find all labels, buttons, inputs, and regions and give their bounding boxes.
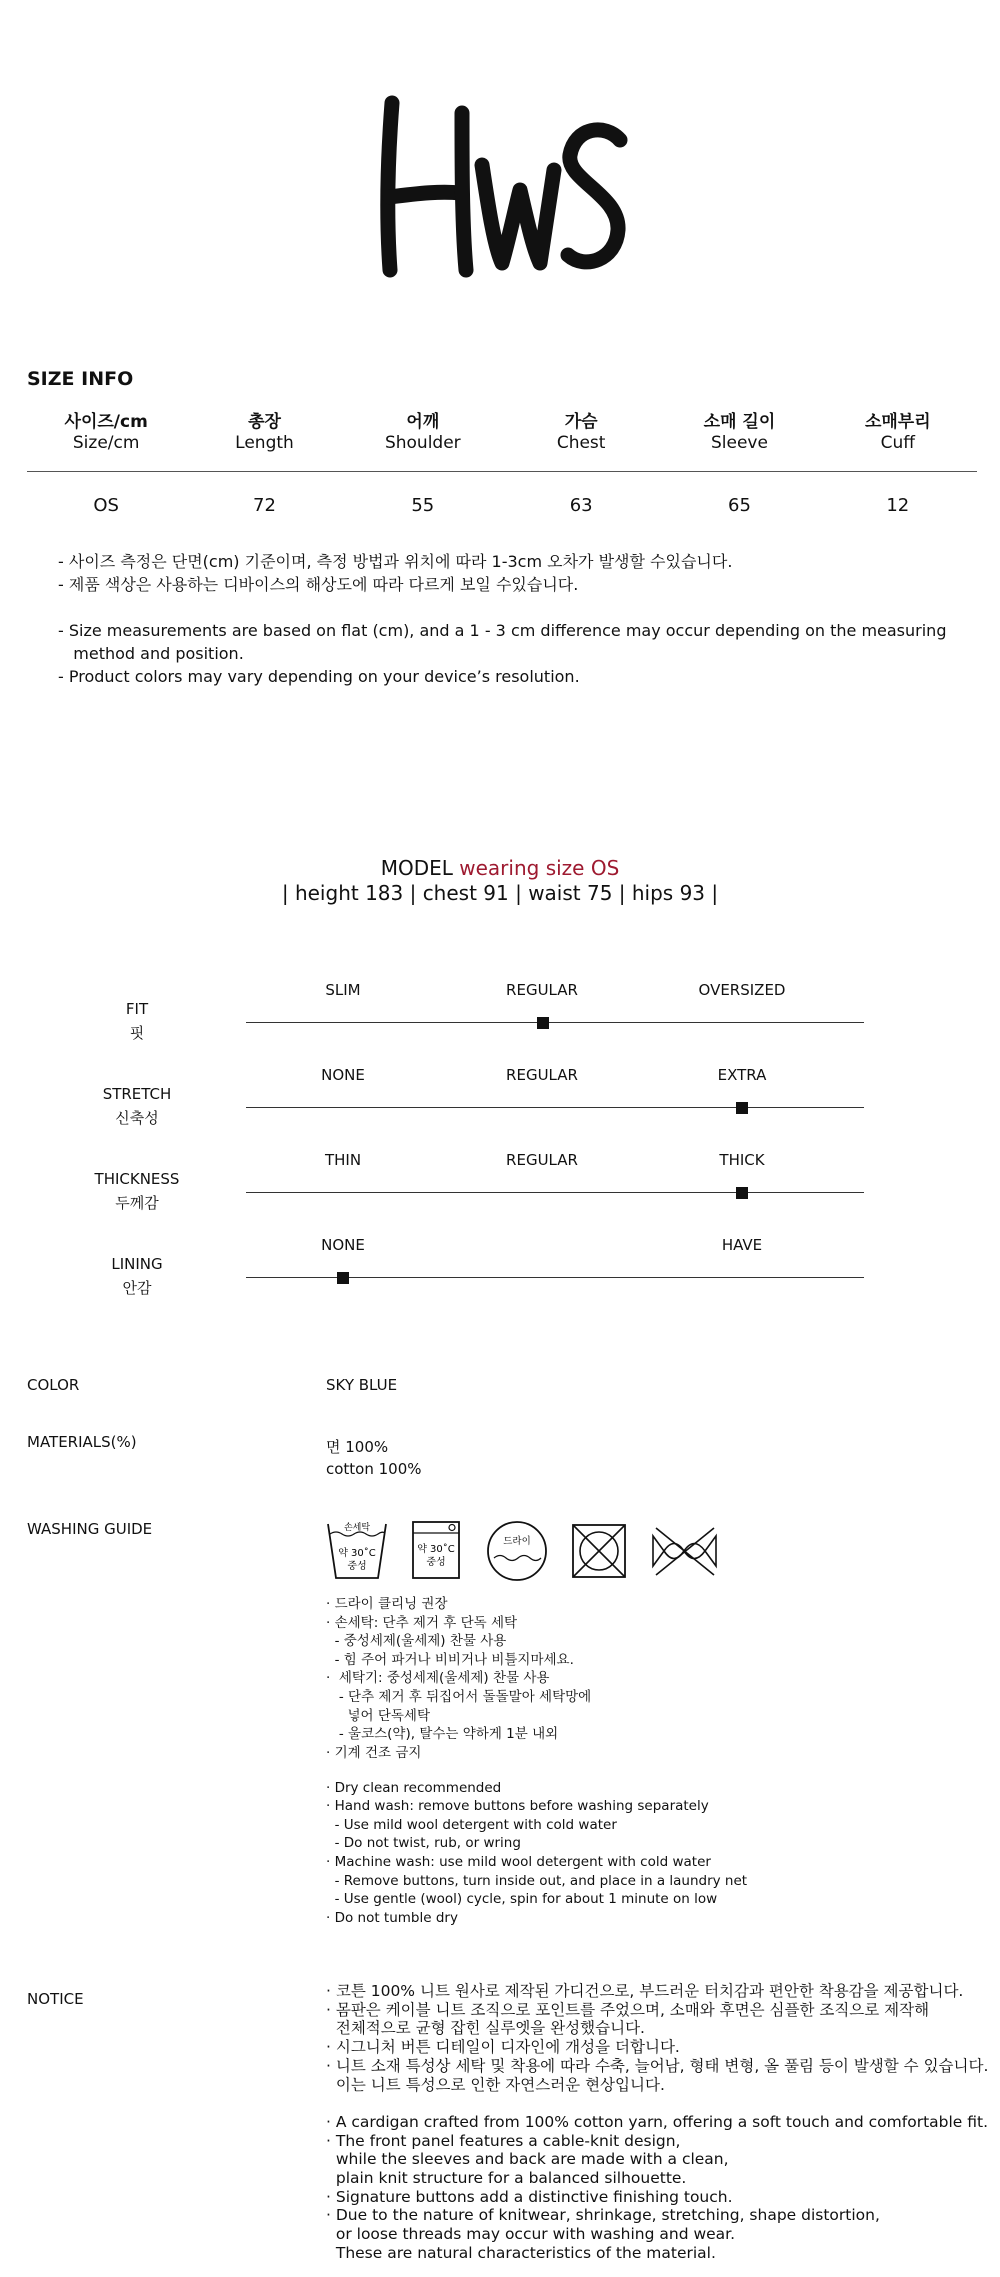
fit-option: HAVE [721, 1236, 763, 1254]
note-line: method and position. [58, 644, 244, 663]
text-line: · Dry clean recommended [326, 1779, 502, 1796]
materials-value [326, 1436, 422, 1480]
fit-chart-label [57, 997, 217, 1045]
fit-option: THICK [719, 1151, 765, 1169]
text-line: These are natural characteristics of the material. [326, 2243, 716, 2262]
text-line: - Use mild wool detergent with cold water [326, 1816, 617, 1833]
fit-option: NONE [321, 1236, 365, 1254]
text-line: · 코튼 100% 니트 원사로 제작된 가디건으로, 부드러운 터치감과 편안한 착용감을 제공합니다. [326, 1982, 964, 2000]
fit-chart-label [57, 1167, 217, 1215]
text-line: · Due to the nature of knitwear, shrinkage, stretching, shape distortion, [326, 2206, 880, 2225]
text-line: or loose threads may occur with washing and wear. [326, 2225, 736, 2244]
fit-scale-line [246, 1022, 864, 1023]
text-line: plain knit structure for a balanced silhouette. [326, 2168, 687, 2187]
text-line [326, 1762, 747, 1778]
note-line: - Product colors may vary depending on your device’s resolution. [58, 667, 580, 686]
text-line: · 손세탁: 단추 제거 후 단독 세탁 [326, 1614, 518, 1631]
fit-label-ko: 두께감 [115, 1194, 159, 1212]
column-header: 소매 길이 Sleeve [703, 412, 776, 453]
text-line: · 드라이 클리닝 권장 [326, 1596, 448, 1612]
text-line: · 세탁기: 중성세제(울세제) 찬물 사용 [326, 1670, 550, 1687]
washing-guide-label: WASHING GUIDE [27, 1520, 153, 1538]
color-label: COLOR [27, 1376, 80, 1394]
materials-label: MATERIALS(%) [27, 1433, 137, 1451]
fit-option: THIN [324, 1151, 362, 1169]
machine-wash-icon [413, 1522, 459, 1578]
text-line: - 중성세제(울세제) 찬물 사용 [326, 1633, 507, 1650]
table-cell: OS [93, 494, 119, 516]
fit-label-ko: 안감 [122, 1279, 152, 1297]
text-line: - Do not twist, rub, or wring [326, 1835, 521, 1852]
fit-selected-marker [736, 1102, 748, 1114]
notice-text [326, 1982, 988, 2262]
table-cell: 63 [569, 494, 593, 516]
fit-option: NONE [321, 1066, 365, 1084]
svg-text:중성: 중성 [426, 1557, 446, 1568]
table-cell: 65 [728, 494, 751, 516]
fit-label-ko: 핏 [129, 1024, 145, 1042]
fit-option: SLIM [325, 981, 361, 999]
svg-text:드라이: 드라이 [503, 1536, 531, 1547]
note-line: - 사이즈 측정은 단면(cm) 기준이며, 측정 방법과 위치에 따라 1-3cm 오차가 발생할 수있습니다. [58, 552, 733, 571]
fit-scale-line [246, 1192, 864, 1193]
table-row [27, 472, 977, 538]
no-wring-icon [653, 1528, 716, 1575]
size-notes [58, 550, 946, 688]
text-line: - Remove buttons, turn inside out, and place in a laundry net [326, 1872, 748, 1889]
table-cell: 72 [253, 494, 276, 516]
brand-logo [370, 85, 640, 285]
model-wearing-size: wearing size OS [459, 856, 620, 880]
model-stats: | height 183 | chest 91 | waist 75 | hips 93 | [281, 881, 719, 905]
note-line: - Size measurements are based on flat (cm), and a 1 - 3 cm difference may occur depending on the measuring [58, 621, 947, 640]
text-line: - 울코스(약), 탈수는 약하게 1분 내외 [326, 1726, 559, 1743]
no-tumble-dry-icon [573, 1525, 625, 1577]
hand-wash-icon [328, 1521, 386, 1578]
text-line: · A cardigan crafted from 100% cotton yarn, offering a soft touch and comfortable fit. [326, 2112, 989, 2131]
text-line: - 단추 제거 후 뒤집어서 돌돌말아 세탁망에 [326, 1688, 592, 1705]
text-line: - Use gentle (wool) cycle, spin for about 1 minute on low [326, 1891, 718, 1908]
text-line: while the sleeves and back are made with a clean, [326, 2150, 729, 2169]
fit-selected-marker [537, 1017, 549, 1029]
text-line: 이는 니트 특성으로 인한 자연스러운 현상입니다. [326, 2075, 665, 2094]
size-table [27, 412, 977, 538]
size-info-title: SIZE INFO [27, 368, 134, 390]
fit-option: OVERSIZED [698, 981, 786, 999]
fit-scale-line [246, 1107, 864, 1108]
note-line: - 제품 색상은 사용하는 디바이스의 해상도에 따라 다르게 보일 수있습니다. [58, 575, 579, 594]
fit-label-en: THICKNESS [94, 1170, 180, 1188]
fit-label-ko: 신축성 [115, 1109, 159, 1127]
fit-chart [0, 975, 1000, 1305]
text-line: · Hand wash: remove buttons before washing separately [326, 1798, 709, 1815]
washing-guide-text [326, 1595, 747, 1927]
svg-text:중성: 중성 [347, 1561, 367, 1572]
fit-option: REGULAR [506, 1151, 578, 1169]
text-line: - 힘 주어 파거나 비비거나 비틀지마세요. [326, 1651, 574, 1668]
table-cell: 12 [886, 494, 910, 516]
fit-label-en: FIT [125, 1000, 149, 1018]
column-header: 가슴 Chest [556, 412, 606, 453]
fit-option: REGULAR [506, 1066, 578, 1084]
fit-option: REGULAR [506, 981, 578, 999]
text-line: · 니트 소재 특성상 세탁 및 착용에 따라 수축, 늘어남, 형태 변형, 올 풀림 등이 발생할 수 있습니다. [326, 2056, 989, 2075]
text-line: · 시그니처 버튼 디테일이 디자인에 개성을 더합니다. [326, 2038, 680, 2057]
materials-ko: 면 100% [326, 1438, 389, 1456]
washing-icons [326, 1520, 726, 1582]
fit-selected-marker [736, 1187, 748, 1199]
column-header: 소매부리 Cuff [864, 412, 931, 453]
color-value: SKY BLUE [326, 1376, 398, 1394]
text-line: · 몸판은 케이블 니트 조직으로 포인트를 주었으며, 소매와 후면은 심플한 조직으로 제작해 [326, 2000, 930, 2019]
fit-option: EXTRA [717, 1066, 767, 1084]
column-header: 어깨 Shoulder [384, 412, 461, 453]
text-line: · Signature buttons add a distinctive finishing touch. [326, 2187, 733, 2206]
text-line: · Do not tumble dry [326, 1909, 458, 1926]
dry-clean-icon [488, 1522, 546, 1580]
text-line: · The front panel features a cable-knit design, [326, 2131, 681, 2150]
model-prefix: MODEL [380, 856, 453, 880]
materials-en: cotton 100% [326, 1460, 422, 1478]
notice-label: NOTICE [27, 1990, 84, 2008]
fit-chart-label [57, 1082, 217, 1130]
svg-text:손세탁: 손세탁 [343, 1523, 371, 1533]
column-header: 사이즈/cm Size/cm [64, 412, 148, 453]
text-line: 전체적으로 균형 잡힌 실루엣을 완성했습니다. [326, 2019, 645, 2038]
text-line: · Machine wash: use mild wool detergent with cold water [326, 1853, 711, 1870]
fit-label-en: LINING [111, 1255, 163, 1273]
size-table-header [27, 412, 977, 472]
text-line: · 기계 건조 금지 [326, 1744, 422, 1761]
text-line: 넣어 단독세탁 [326, 1707, 430, 1724]
table-cell: 55 [411, 494, 435, 516]
fit-chart-label [57, 1252, 217, 1300]
column-header: 총장 Length [235, 412, 294, 453]
text-line [326, 2094, 988, 2113]
svg-text:약 30˚C: 약 30˚C [417, 1544, 455, 1555]
fit-label-en: STRETCH [102, 1085, 172, 1103]
svg-text:약 30˚C: 약 30˚C [338, 1548, 376, 1559]
model-info [0, 856, 1000, 906]
fit-selected-marker [337, 1272, 349, 1284]
